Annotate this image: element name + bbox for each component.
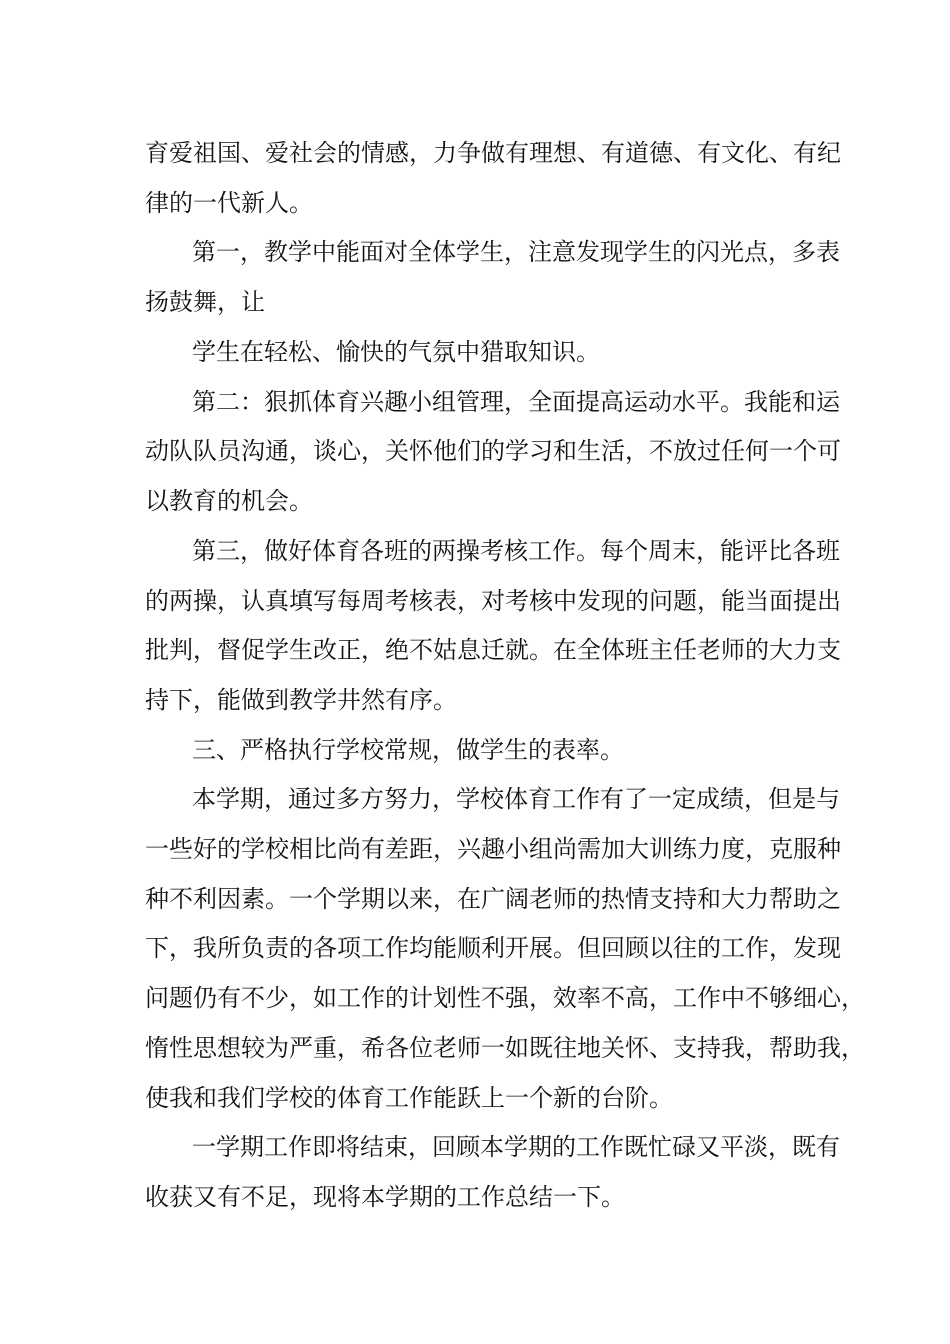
text-line: 一些好的学校相比尚有差距，兴趣小组尚需加大训练力度，克服种 [145,835,841,863]
text-line: 以教育的机会。 [145,487,313,515]
text-line: 动队队员沟通，谈心，关怀他们的学习和生活，不放过任何一个可 [145,437,841,465]
text-line: 本学期，通过多方努力，学校体育工作有了一定成绩，但是与 [192,785,840,813]
text-line: 学生在轻松、愉快的气氛中猎取知识。 [192,338,600,366]
text-line: 下，我所负责的各项工作均能顺利开展。但回顾以往的工作，发现 [145,934,841,962]
text-line: 使我和我们学校的体育工作能跃上一个新的台阶。 [145,1084,673,1112]
text-line: 第二：狠抓体育兴趣小组管理，全面提高运动水平。我能和运 [192,388,840,416]
text-line: 第三，做好体育各班的两操考核工作。每个周末，能评比各班 [192,537,840,565]
text-line: 收获又有不足，现将本学期的工作总结一下。 [145,1183,625,1211]
text-line: 三、严格执行学校常规，做学生的表率。 [192,736,624,764]
text-line: 律的一代新人。 [145,189,313,217]
text-line: 批判，督促学生改正，绝不姑息迁就。在全体班主任老师的大力支 [145,636,841,664]
text-line: 惰性思想较为严重，希各位老师一如既往地关怀、支持我，帮助我， [145,1034,865,1062]
text-line: 的两操，认真填写每周考核表，对考核中发现的问题，能当面提出 [145,587,841,615]
text-line: 一学期工作即将结束，回顾本学期的工作既忙碌又平淡，既有 [192,1133,840,1161]
text-line: 育爱祖国、爱社会的情感，力争做有理想、有道德、有文化、有纪 [145,139,841,167]
text-line: 扬鼓舞，让 [145,288,265,316]
text-line: 持下，能做到教学井然有序。 [145,686,457,714]
text-line: 第一，教学中能面对全体学生，注意发现学生的闪光点，多表 [192,238,840,266]
text-line: 问题仍有不少，如工作的计划性不强，效率不高，工作中不够细心， [145,984,865,1012]
text-line: 种不利因素。一个学期以来，在广阔老师的热情支持和大力帮助之 [145,885,841,913]
